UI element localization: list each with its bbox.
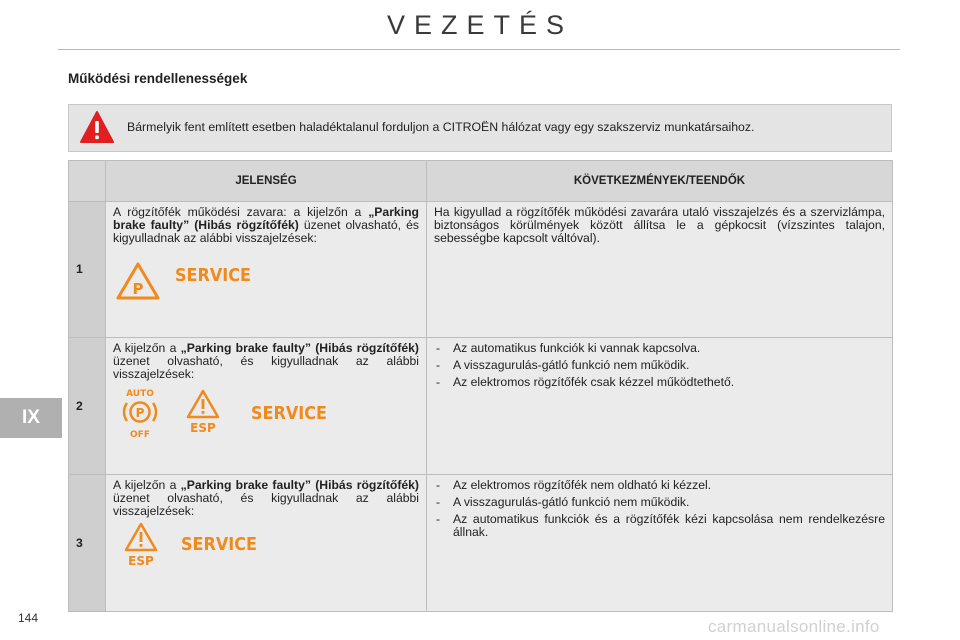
consequence-cell <box>427 475 893 612</box>
service-lamp-icon <box>173 259 255 289</box>
header-divider <box>58 49 900 50</box>
warning-lamps <box>113 387 419 447</box>
chapter-tab-label: IX <box>22 407 40 428</box>
watermark: carmanualsonline.info <box>708 617 880 636</box>
symptom-text-end: üzenet olvasható, és kigyulladnak az alábbi visszajelzések: <box>113 354 419 381</box>
table-row <box>69 475 893 612</box>
esp-warning-icon <box>123 522 159 568</box>
consequence-cell <box>427 202 893 338</box>
warning-box <box>68 104 892 152</box>
symptom-text-start: A kijelzőn a <box>113 478 181 492</box>
page-number: 144 <box>18 611 39 625</box>
warning-text: Bármelyik fent említett esetben haladéktalanul forduljon a CITROËN hálózat vagy egy szakszerviz munkatársaihoz. <box>127 120 755 134</box>
symptom-text <box>113 206 419 245</box>
consequence-list <box>434 479 885 539</box>
table-row <box>69 202 893 338</box>
warning-lamps <box>113 522 419 582</box>
symptom-text <box>113 342 419 381</box>
section-heading: Működési rendellenességek <box>68 71 248 86</box>
off-label: OFF <box>130 430 150 439</box>
consequence-text: Ha kigyullad a rögzítőfék működési zavarára utaló visszajelzés és a szervizlámpa, biztonságos körülmények között állítsa le a gépkocsit (vízszintes talajon, sebességbe kapcsolt váltóval). <box>434 205 885 245</box>
symptom-text <box>113 479 419 518</box>
warning-triangle-icon <box>79 110 115 146</box>
consequence-cell <box>427 338 893 475</box>
service-label: SERVICE <box>175 265 251 286</box>
table-header-row <box>69 161 893 202</box>
page-title: VEZETÉS <box>386 10 574 40</box>
parking-brake-warning-icon <box>115 261 161 301</box>
esp-warning-icon <box>185 389 221 435</box>
list-item: - A visszagurulás-gátló funkció nem működik. <box>434 496 885 509</box>
symptom-message: „Parking brake faulty” (Hibás rögzítőfék) <box>180 341 419 355</box>
symptom-message: „Parking brake faulty” (Hibás rögzítőfék) <box>180 478 419 492</box>
list-item: - Az elektromos rögzítőfék nem oldható ki kézzel. <box>434 479 885 492</box>
consequence-list <box>434 342 885 389</box>
table-row <box>69 338 893 475</box>
symptom-cell <box>106 202 427 338</box>
list-item: - Az automatikus funkciók és a rögzítőfék kézi kapcsolása nem rendelkezésre állnak. <box>434 513 885 539</box>
esp-label: ESP <box>190 421 216 435</box>
symptom-cell <box>106 338 427 475</box>
symptom-text-start: A kijelzőn a <box>113 341 181 355</box>
symptom-text-end: üzenet olvasható, és kigyulladnak az alábbi visszajelzések: <box>113 218 419 245</box>
esp-label: ESP <box>128 554 154 568</box>
list-item: - A visszagurulás-gátló funkció nem működik. <box>434 359 885 372</box>
service-label: SERVICE <box>251 403 327 424</box>
row-number: 2 <box>69 338 106 475</box>
symptom-text-end: üzenet olvasható, és kigyulladnak az alábbi visszajelzések: <box>113 491 419 518</box>
malfunction-table <box>68 160 893 612</box>
service-label: SERVICE <box>181 534 257 555</box>
symptom-cell <box>106 475 427 612</box>
header-num-cell <box>69 161 106 202</box>
list-item: - Az automatikus funkciók ki vannak kapcsolva. <box>434 342 885 355</box>
p-label: P <box>135 406 145 420</box>
p-label: P <box>132 280 144 298</box>
symptom-text-start: A rögzítőfék működési zavara: a kijelzőn a <box>113 205 369 219</box>
auto-parking-brake-off-icon <box>117 387 163 439</box>
header-consequence: KÖVETKEZMÉNYEK/TEENDŐK <box>427 161 893 202</box>
service-lamp-icon <box>179 528 261 558</box>
service-lamp-icon <box>249 397 331 427</box>
symptom-message: „Parking brake faulty” (Hibás rögzítőfék) <box>113 205 419 232</box>
row-number: 1 <box>69 202 106 338</box>
chapter-tab <box>0 398 62 438</box>
list-item: - Az elektromos rögzítőfék csak kézzel működtethető. <box>434 376 885 389</box>
auto-label: AUTO <box>126 389 154 399</box>
warning-lamps <box>113 257 419 317</box>
row-number: 3 <box>69 475 106 612</box>
header-symptom: JELENSÉG <box>106 161 427 202</box>
